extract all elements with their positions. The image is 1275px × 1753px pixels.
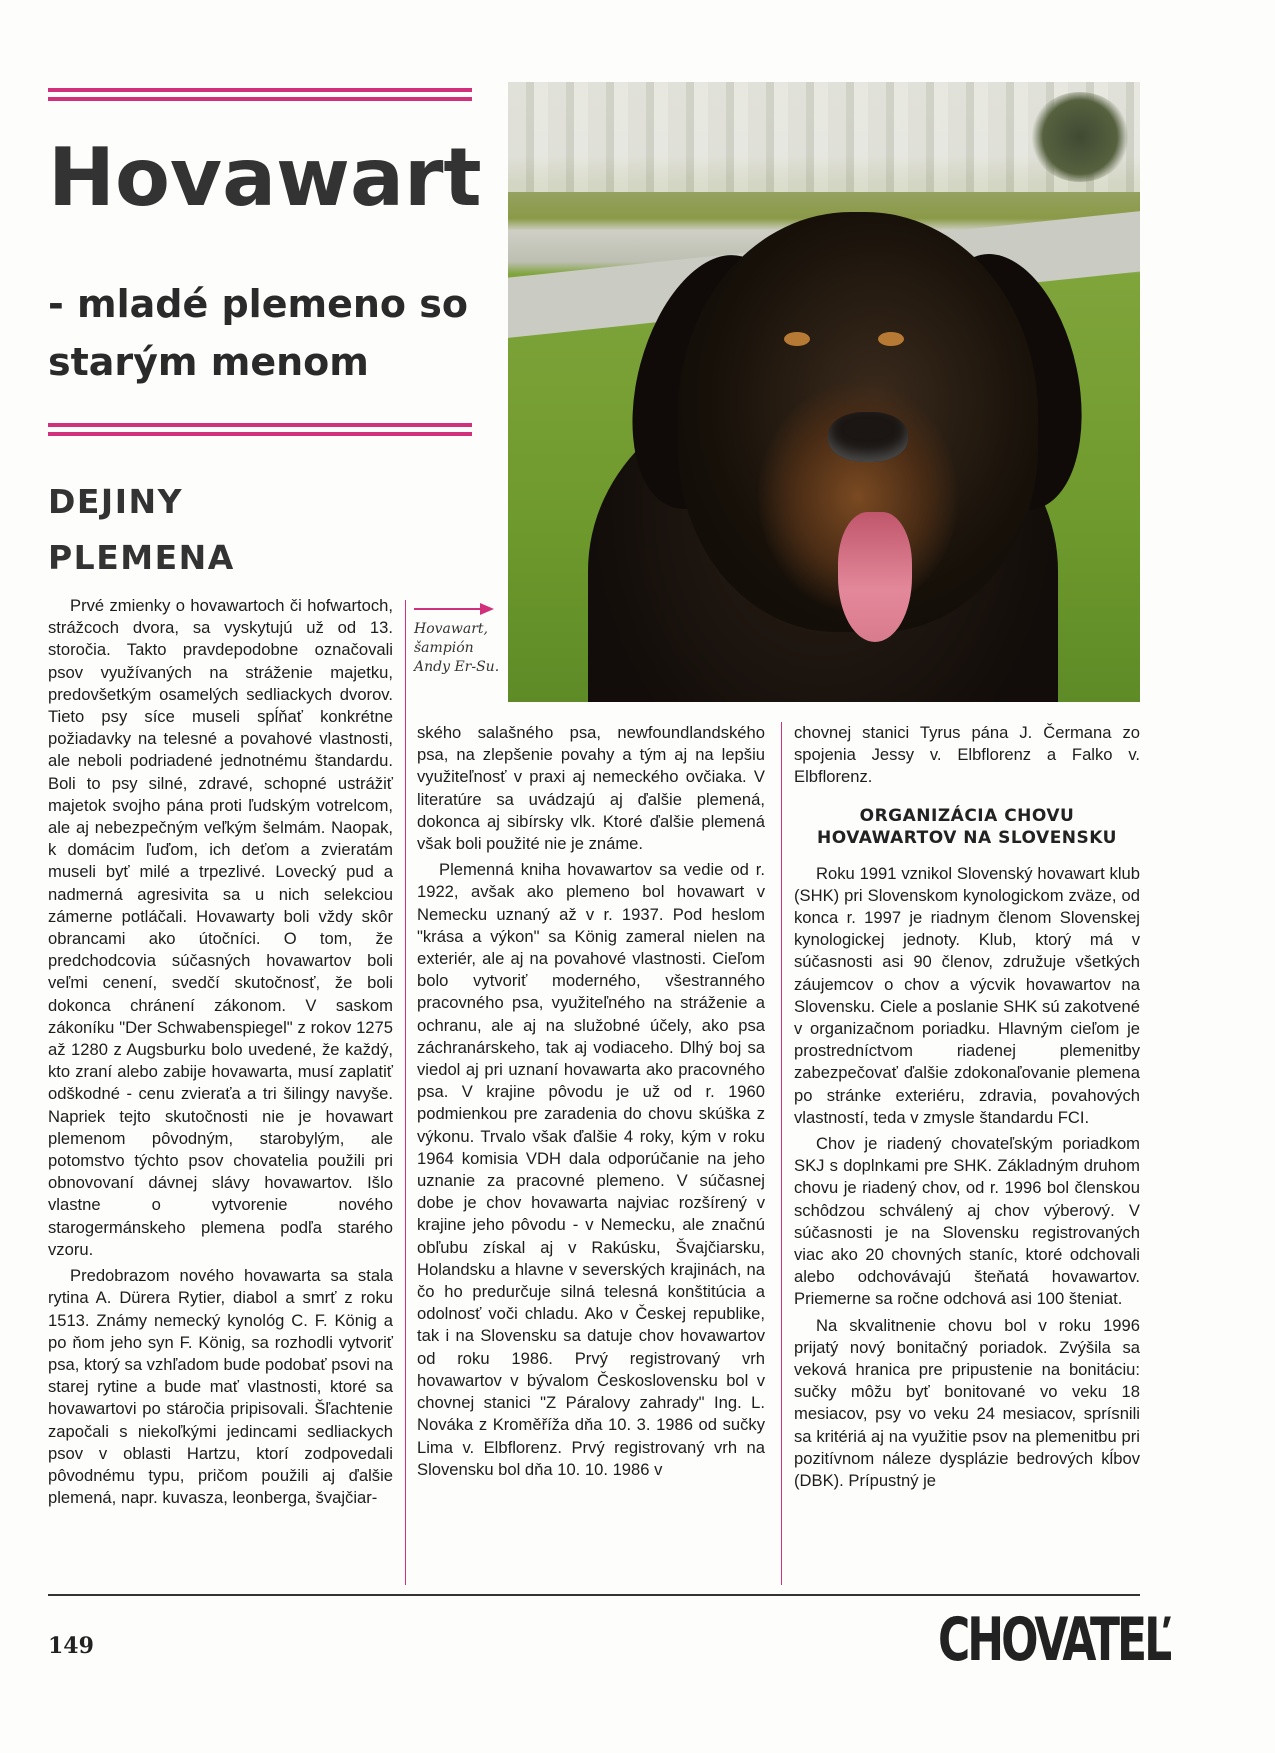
column-divider-right — [781, 722, 782, 1585]
column-divider-left — [405, 600, 406, 1585]
text-column-3 — [794, 722, 1140, 1496]
dog-photo — [508, 82, 1140, 702]
paragraph: Roku 1991 vznikol Slovenský hovawart klub (SHK) pri Slovenskom kynologickom zväze, od konca r. 1997 je riadnym členom Slovenskej kynologickej jednoty. Klub, ktorý má v súčasnosti asi 90 členov, združuje všetkých záujemcov o chov a výcvik hovawartov na Slovensku. Ciele a poslanie SHK sú zakotvené v organizačnom poriadku. Hlavným cieľom je prostredníctvom riadenej plemenitby zabezpečovať ďalšie zdokonaľovanie plemena po stránke exteriéru, zdravia, povahových vlastností, teda v zmysle štandardu FCI. — [794, 863, 1140, 1127]
footer-rule — [48, 1594, 1140, 1596]
dog-nose — [828, 412, 908, 462]
dog-tongue — [838, 512, 912, 642]
paragraph: Prvé zmienky o hovawartoch či hofwartoch, strážcoch dvora, sa vyskytujú už od 13. storočia. Takto pravdepodobne označovali psov využívaných na stráženie majetku, predovšetkým osamelých sedliackych dvorov. Tieto psy síce museli spĺňať konkrétne požiadavky na telesné a povahové vlastnosti, ale neboli podriadené jednotnému štandardu. Boli to psy silné, zdravé, schopné ustrážiť majetok svojho pána proti ľudským votrelcom, ale aj nebezpečným veľkým šelmám. Naopak, k domácim ľuďom, ich deťom a zvieratám museli byť milé a trpezlivé. Lovecký pud a nadmerná agresivita sa u nich selekciou zámerne potláčali. Hovawarty boli vždy skôr obrancami ako útočníci. O tom, že predchodcovia súčasných hovawartov boli veľmi cenení, svedčí skutočnosť, že boli dokonca chránení zákonom. V saskom zákoníku "Der Schwabenspiegel" z rokov 1275 až 1280 z Augsburku bolo uvedené, že každý, kto zraní alebo zabije hovawarta, musí zaplatiť odškodné - cenu zvieraťa a tri šilingy navyše. Napriek tejto skutočnosti nie je hovawart plemenom pôvodným, starobylým, ale potomstvo týchto psov chovatelia použili pri obnovovaní dávnej slávy hovawartov. Išlo vlastne o vytvorenie nového starogermánskeho plemena podľa starého vzoru. — [48, 596, 393, 1259]
paragraph: Na skvalitnenie chovu bol v roku 1996 prijatý nový bonitačný poriadok. Zvýšila sa veková hranica pre pripustenie na bonitáciu: sučky môžu byť bonitované vo veku 18 mesiacov, psy vo veku 24 mesiacov, sprísnili sa kritériá aj na využitie psov na plemenitbu pri pozitívnom náleze dysplázie bedrových kĺbov (DBK). Prípustný je — [794, 1315, 1140, 1491]
photo-background-bush — [1030, 92, 1130, 182]
section-heading-history: DEJINY PLEMENA — [48, 482, 235, 577]
paragraph: chovnej stanici Tyrus pána J. Čermana zo spojenia Jessy v. Elbflorenz a Falko v. Elbflorenz. — [794, 723, 1140, 787]
dog-left-eye — [784, 332, 810, 346]
article-subtitle: - mladé plemeno so starým menom — [48, 282, 468, 384]
article-title: Hovawart — [48, 131, 482, 224]
bottom-accent-rule — [48, 423, 472, 437]
page-number: 149 — [48, 1633, 94, 1659]
dog-right-eye — [878, 332, 904, 346]
paragraph: Predobrazom nového hovawarta sa stala rytina A. Dürera Rytier, diabol a smrť z roku 1513. Známy nemecký kynológ C. F. König a po ňom jeho syn F. König, sa rozhodli vytvoriť psa, ktorý sa vzhľadom bude podobať psovi na starej rytine a bude mať vlastnosti, ktoré sa hovawartovi po stáročia pripisovali. Šľachtenie započali s niekoľkými jedincami sedliackych psov v oblasti Hartzu, ktorí zodpovedali pôvodnému typu, pričom použili aj ďalšie plemená, napr. kuvasza, leonberga, švajčiar- — [48, 1266, 393, 1508]
paragraph: ského salašného psa, newfoundlandského psa, na zlepšenie povahy a tým aj na lepšiu využiteľnosť v praxi aj nemeckého ovčiaka. V literatúre sa uvádzajú aj ďalšie plemená, dokonca aj sibírsky vlk. Ktoré ďalšie plemená však boli použité nie je známe. — [417, 723, 765, 854]
top-accent-rule — [48, 88, 472, 102]
photo-caption: Hovawart, šampión Andy Er-Su. — [414, 621, 500, 675]
text-column-2 — [417, 722, 765, 1485]
text-column-1 — [48, 595, 393, 1513]
section-heading-organization: ORGANIZÁCIA CHOVU HOVAWARTOV NA SLOVENSKU — [817, 805, 1117, 848]
magazine-logo: CHOVATEĽ — [938, 1606, 1170, 1675]
paragraph: Chov je riadený chovateľským poriadkom SKJ s doplnkami pre SHK. Základným druhom chovu je riadený chov, od r. 1996 bol členskou schôdzou schválený aj chov výberový. V súčasnosti je na Slovensku registrovaných viac ako 20 chovných staníc, ktoré odchovali alebo odchovávajú šteňatá hovawartov. Priemerne sa ročne odchová asi 100 šteniat. — [794, 1134, 1140, 1309]
paragraph: Plemenná kniha hovawartov sa vedie od r. 1922, avšak ako plemeno bol hovawart v Nemecku uznaný až v r. 1937. Pod heslom "krása a výkon" sa König zameral nielen na exteriér, ale aj na povahové vlastnosti. Cieľom bolo vytvoriť moderného, všestranného pracovného psa, využiteľného na stráženie a ochranu, ale aj na služobné účely, ako psa záchranárskeho, tak aj vodiaceho. Dlhý boj sa viedol aj pri uznaní hovawarta ako pracovného psa. V krajine pôvodu je už od r. 1960 podmienkou pre zaradenia do chovu skúška z výkonu. Trvalo však ďalšie 4 roky, kým v roku 1964 komisia VDH dala odporúčanie na jeho uznanie za pracovné plemeno. V súčasnej dobe je chov hovawarta najviac rozšírený v krajine jeho pôvodu - v Nemecku, ale značnú obľubu získal aj v Rakúsku, Švajčiarsku, Holandsku a hlavne v severských krajinách, na čo ho predurčuje silná telesná konštitúcia a odolnosť voči chladu. Ako v Českej republike, tak i na Slovensku sa datuje chov hovawartov od roku 1986. Prvý registrovaný vrh hovawartov v bývalom Československu bol v chovnej stanici "Z Páralovy zahrady" Ing. L. Nováka z Kroměříža dňa 10. 3. 1986 od sučky Lima v. Elbflorenz. Prvý registrovaný vrh na Slovensku bol dňa 10. 10. 1986 v — [417, 860, 765, 1479]
caption-arrow-icon — [414, 601, 494, 617]
